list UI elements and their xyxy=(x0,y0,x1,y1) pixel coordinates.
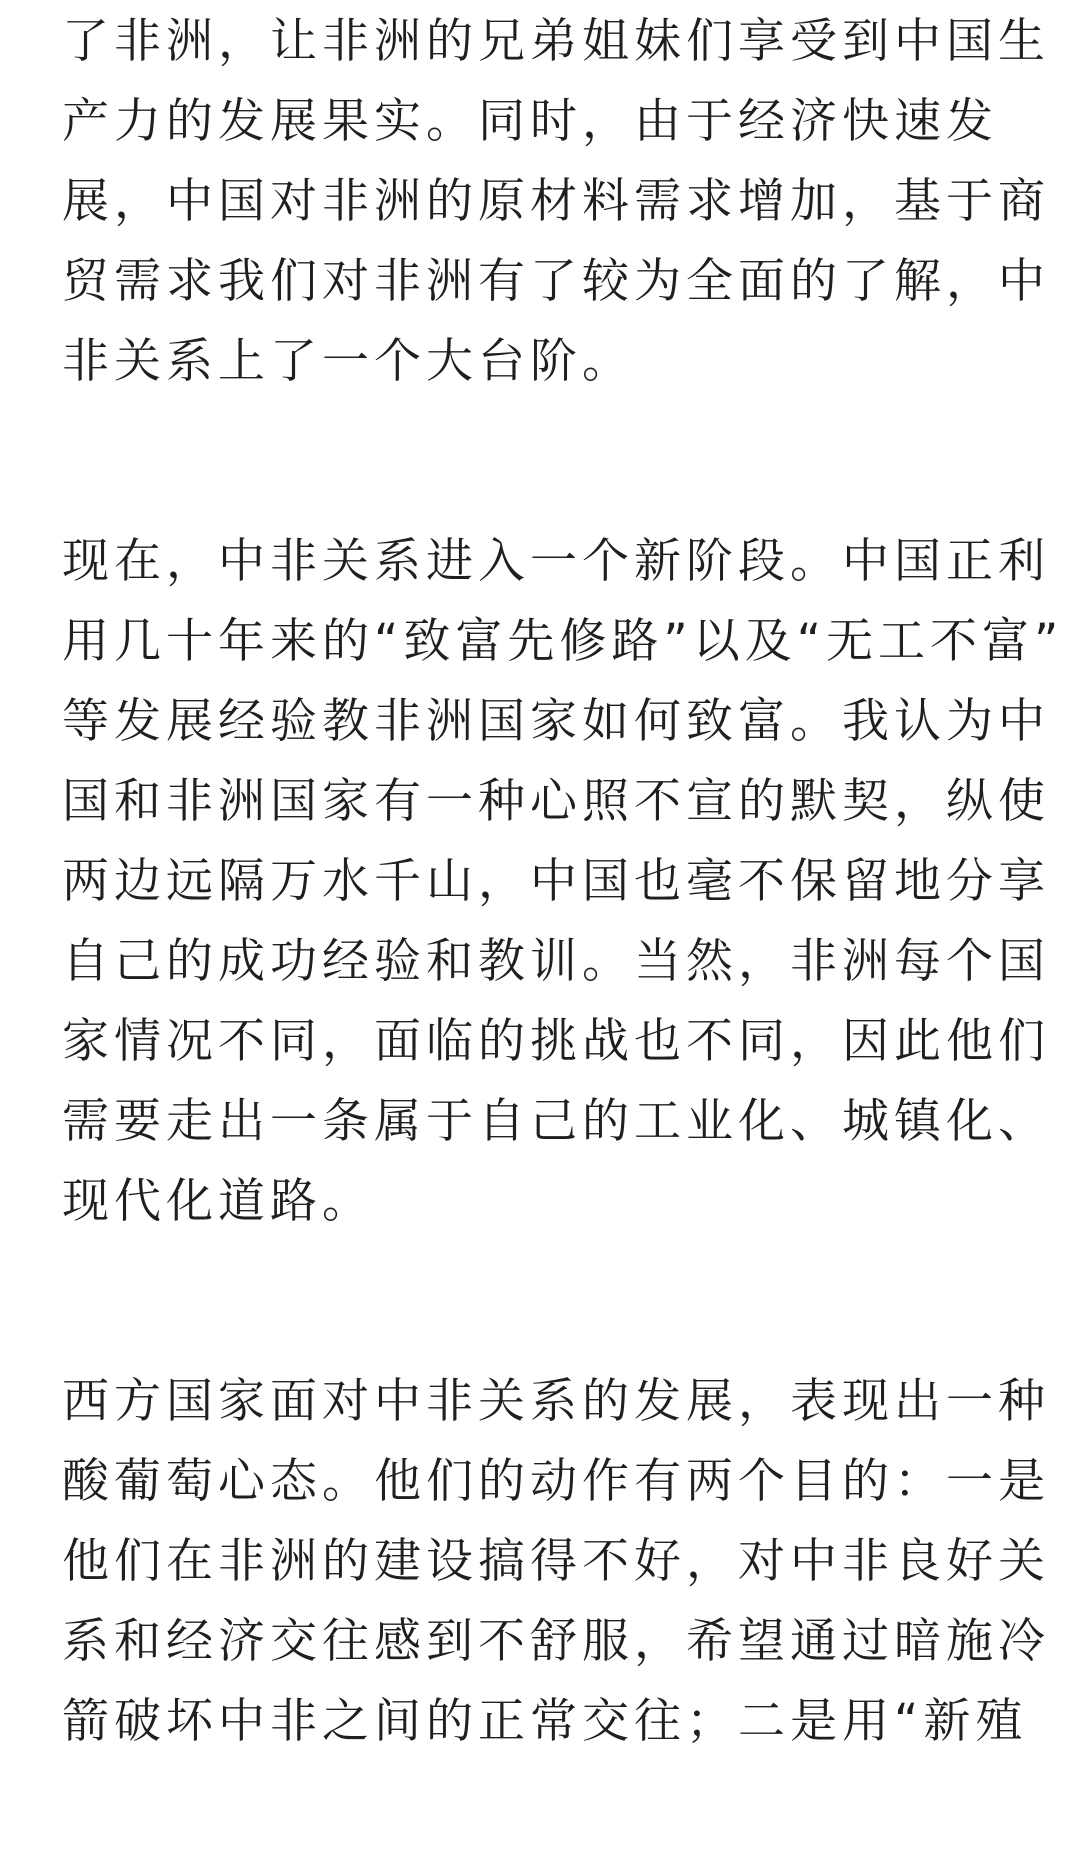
paragraph-1-line-4: 贸需求我们对非洲有了较为全面的了解，中 xyxy=(62,254,1050,309)
paragraph-2-line-7: 家情况不同，面临的挑战也不同，因此他们 xyxy=(62,1014,1050,1069)
paragraph-2-line-2: 用几十年来的“致富先修路”以及“无工不富” xyxy=(62,614,1064,669)
paragraph-2-line-6: 自己的成功经验和教训。当然，非洲每个国 xyxy=(62,934,1050,989)
paragraph-3-line-4: 系和经济交往感到不舒服，希望通过暗施冷 xyxy=(62,1614,1050,1669)
paragraph-1-line-2: 产力的发展果实。同时，由于经济快速发 xyxy=(62,94,998,149)
paragraph-2-line-8: 需要走出一条属于自己的工业化、城镇化、 xyxy=(62,1094,1050,1149)
paragraph-2-line-9: 现代化道路。 xyxy=(62,1174,374,1229)
paragraph-3-line-5: 箭破坏中非之间的正常交往；二是用“新殖 xyxy=(62,1694,1028,1749)
paragraph-1-line-3: 展，中国对非洲的原材料需求增加，基于商 xyxy=(62,174,1050,229)
paragraph-1-line-1: 了非洲，让非洲的兄弟姐妹们享受到中国生 xyxy=(62,14,1050,69)
paragraph-1-line-5: 非关系上了一个大台阶。 xyxy=(62,334,634,389)
paragraph-2-line-5: 两边远隔万水千山，中国也毫不保留地分享 xyxy=(62,854,1050,909)
paragraph-2-line-4: 国和非洲国家有一种心照不宣的默契，纵使 xyxy=(62,774,1050,829)
paragraph-2-line-1: 现在，中非关系进入一个新阶段。中国正利 xyxy=(62,534,1050,589)
paragraph-3-line-3: 他们在非洲的建设搞得不好，对中非良好关 xyxy=(62,1534,1050,1589)
paragraph-3-line-2: 酸葡萄心态。他们的动作有两个目的：一是 xyxy=(62,1454,1050,1509)
paragraph-3-line-1: 西方国家面对中非关系的发展，表现出一种 xyxy=(62,1374,1050,1429)
paragraph-2-line-3: 等发展经验教非洲国家如何致富。我认为中 xyxy=(62,694,1050,749)
